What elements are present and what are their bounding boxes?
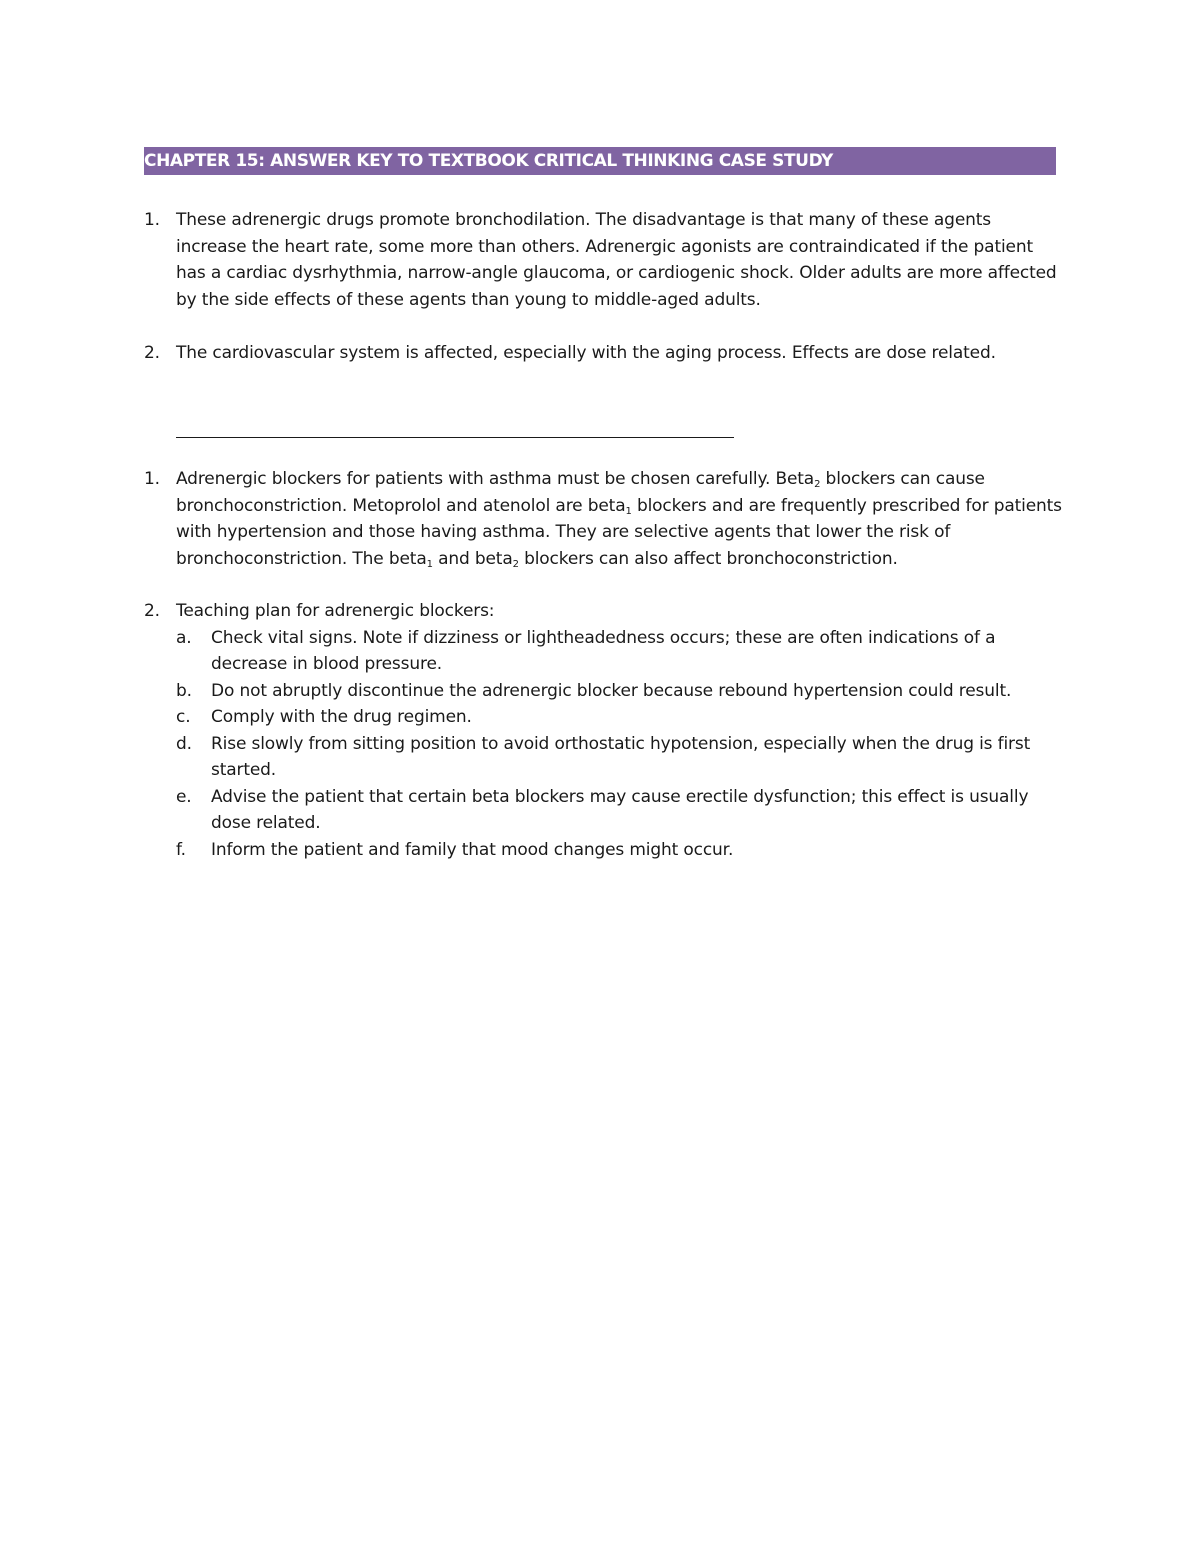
item-number: 2. <box>144 601 160 621</box>
section-2-item-2 <box>144 598 1064 863</box>
teaching-plan <box>176 598 1064 625</box>
text-part: blockers can cause bronchoconstriction. Metoprolol and atenolol are beta <box>176 469 985 516</box>
list-item <box>176 784 1064 837</box>
chapter-header-bar <box>144 147 1056 175</box>
subscript: 2 <box>512 558 519 570</box>
section-1-item-2 <box>144 340 1064 367</box>
list-item <box>176 731 1064 784</box>
list-letter: a. <box>176 627 192 648</box>
list-letter: b. <box>176 680 192 701</box>
section-divider <box>176 437 734 438</box>
list-letter: e. <box>176 786 192 807</box>
teaching-plan-title: Teaching plan for adrenergic blockers: <box>176 601 495 621</box>
text-part: blockers can also affect bronchoconstriction. <box>518 548 898 569</box>
list-item <box>176 678 1064 705</box>
list-letter: f. <box>176 839 186 860</box>
list-text: Inform the patient and family that mood changes might occur. <box>211 839 734 860</box>
teaching-plan-list <box>176 625 1064 864</box>
item-number: 2. <box>144 343 160 363</box>
chapter-title: CHAPTER 15: ANSWER KEY TO TEXTBOOK CRITICAL THINKING CASE STUDY <box>144 151 833 171</box>
list-item <box>176 625 1064 678</box>
list-text: Advise the patient that certain beta blockers may cause erectile dysfunction; this effect is usually dose related. <box>211 786 1029 833</box>
item-text <box>176 466 1064 572</box>
list-item <box>176 837 1064 864</box>
list-text: Comply with the drug regimen. <box>211 707 472 727</box>
list-item <box>176 704 1064 731</box>
section-2-item-1 <box>144 466 1064 572</box>
section-1-item-1 <box>144 207 1064 313</box>
item-text: These adrenergic drugs promote bronchodilation. The disadvantage is that many of these agents increase the heart rate, some more than others. Adrenergic agonists are contraindicated if the patient has a cardiac dysrhythmia, narrow-angle glaucoma, or cardiogenic shock. Older adults are more affected by the side effects of these agents than young to middle-aged adults. <box>176 210 1057 310</box>
list-text: Rise slowly from sitting position to avoid orthostatic hypotension, especially when the drug is first started. <box>211 733 1031 780</box>
subscript: 1 <box>625 505 632 517</box>
text-part: Adrenergic blockers for patients with asthma must be chosen carefully. Beta <box>176 469 815 489</box>
text-part: blockers and are frequently prescribed for patients with hypertension and those having asthma. They are selective agents that lower the risk of bronchoconstriction. The beta <box>176 495 1062 569</box>
text-part: and beta <box>432 548 513 569</box>
item-number: 1. <box>144 210 160 230</box>
subscript: 1 <box>426 558 433 570</box>
list-letter: d. <box>176 733 192 754</box>
item-number: 1. <box>144 469 160 489</box>
subscript: 2 <box>814 479 821 490</box>
list-text: Do not abruptly discontinue the adrenergic blocker because rebound hypertension could result. <box>211 680 1012 701</box>
list-letter: c. <box>176 707 191 727</box>
item-text: The cardiovascular system is affected, especially with the aging process. Effects are dose related. <box>176 343 996 363</box>
list-text: Check vital signs. Note if dizziness or lightheadedness occurs; these are often indications of a decrease in blood pressure. <box>211 627 996 674</box>
